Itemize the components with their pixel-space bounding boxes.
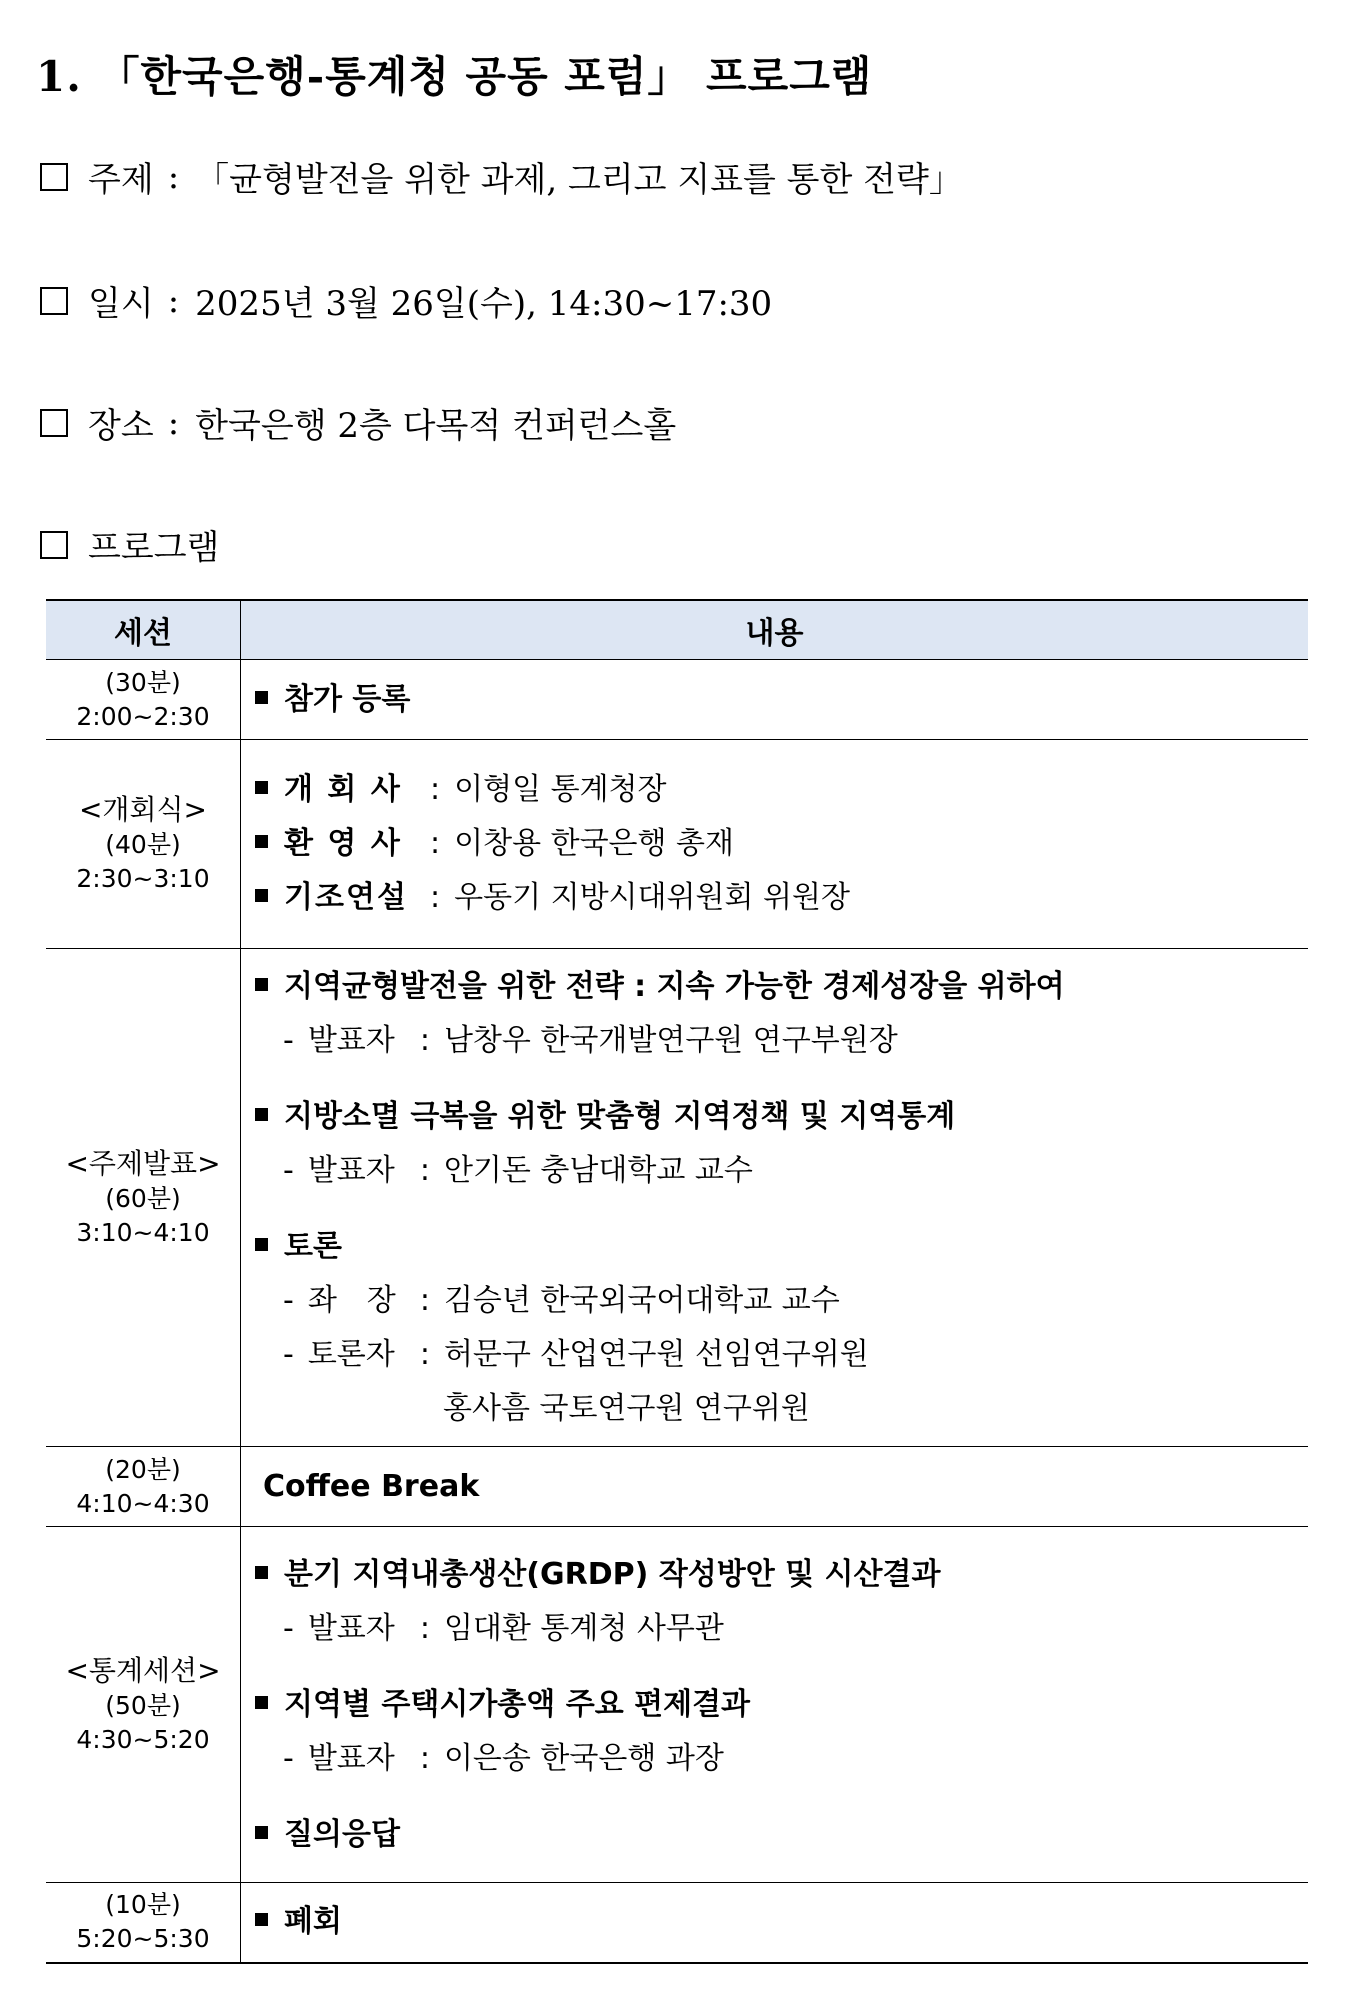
session-cell [46,1883,241,1963]
separator: : [167,156,180,197]
info-value: 한국은행 2층 다목적 컨퍼런스홀 [195,406,677,446]
info-label: 일시 [88,284,154,324]
info-theme [40,152,963,201]
separator: : [419,1336,430,1372]
table-row [46,1447,1308,1527]
separator: : [430,826,441,861]
session-time: 3:10~4:10 [76,1217,210,1247]
header-content: 내용 [241,600,1309,660]
content-cell [241,1883,1309,1963]
session-duration: (20분) [105,1454,181,1484]
info-venue [40,398,676,447]
session-duration: (10분) [105,1890,181,1920]
role-value: 이창용 한국은행 총재 [454,826,735,861]
content-cell: 분기 지역내총생산(GRDP) 작성방안 및 시산결과 - 발표자 : 임대환 통계청 사무관 지역별 주택시가총액 주요 편제결과 - 발표자 : 이은송 한국은행 과장 질의응답 [241,1527,1309,1883]
checkbox-square-icon [40,287,68,315]
session-cell [46,660,241,740]
session-time: 5:20~5:30 [76,1924,210,1954]
session-duration: (50분) [105,1690,181,1720]
role-label: 기조연설 [284,880,408,915]
table-header-row [46,600,1308,660]
panel-value: 허문구 산업연구원 선임연구위원 [443,1336,869,1372]
info-label: 주제 [88,160,154,200]
separator: : [419,1022,430,1058]
session-label: <주제발표> [65,1146,221,1180]
square-bullet-icon [255,1566,268,1579]
presenter-label: 발표자 [307,1022,395,1058]
presenter-label: 발표자 [307,1152,395,1188]
presenter-value: 이은송 한국은행 과장 [443,1740,724,1776]
session-time: 2:00~2:30 [76,701,210,731]
presenter-value: 남창우 한국개발연구원 연구부원장 [443,1022,898,1058]
topic-title: 지역별 주택시가총액 주요 편제결과 [284,1686,751,1722]
content-cell: 지역균형발전을 위한 전략 : 지속 가능한 경제성장을 위하여 - 발표자 : 남창우 한국개발연구원 연구부원장 지방소멸 극복을 위한 맞춤형 지역정책 및 지역통계 - 발표자 : 안기돈 충남대학교 교수 토론 - 좌 장 : 김승년 한국외국어대학교 교수 - 토론자 : 허문구 산업연구원 선임연구위원 홍사흠 국토연구원 연구위원 [241,949,1309,1447]
table-row [46,660,1308,740]
role-value: 이형일 통계청장 [454,772,667,807]
info-value: 2025년 3월 26일(수), 14:30~17:30 [195,284,773,324]
session-cell [46,740,241,949]
info-program [40,520,219,569]
square-bullet-icon [255,1238,268,1251]
session-cell [46,949,241,1447]
content-cell [241,740,1309,949]
topic-title: 토론 [284,1228,342,1264]
checkbox-square-icon [40,409,68,437]
separator: : [419,1282,430,1318]
chair-value: 김승년 한국외국어대학교 교수 [443,1282,840,1318]
info-date [40,276,772,325]
role-value: 우동기 지방시대위원회 위원장 [454,880,850,915]
panel-value: 홍사흠 국토연구원 연구위원 [443,1390,810,1426]
panel-label: 토론자 [307,1336,395,1372]
square-bullet-icon [255,691,268,704]
page-title: 1. 「한국은행-통계청 공동 포럼」 프로그램 [36,52,873,101]
presenter-value: 임대환 통계청 사무관 [443,1610,724,1646]
separator: : [167,280,180,321]
session-duration: (30분) [105,667,181,697]
separator: : [430,772,441,807]
role-label: 개 회 사 [284,772,402,807]
table-row [46,1527,1308,1883]
program-table [46,599,1308,1964]
session-cell [46,1447,241,1527]
square-bullet-icon [255,781,268,794]
checkbox-square-icon [40,163,68,191]
topic-title: 지역균형발전을 위한 전략 : 지속 가능한 경제성장을 위하여 [284,968,1065,1004]
separator: : [430,880,441,915]
topic-title: 질의응답 [284,1816,400,1852]
separator: : [167,402,180,443]
table-row [46,949,1308,1447]
program-label: 프로그램 [88,528,220,568]
session-cell [46,1527,241,1883]
separator: : [419,1152,430,1188]
square-bullet-icon [255,1108,268,1121]
square-bullet-icon [255,1696,268,1709]
presenter-label: 발표자 [307,1610,395,1646]
header-session: 세션 [46,600,241,660]
topic-title: 지방소멸 극복을 위한 맞춤형 지역정책 및 지역통계 [284,1098,956,1134]
table-row [46,1883,1308,1963]
separator: : [419,1610,430,1646]
session-label: <통계세션> [65,1653,221,1687]
role-label: 환 영 사 [284,826,402,861]
chair-label: 좌 장 [307,1282,396,1318]
square-bullet-icon [255,889,268,902]
info-value: 「균형발전을 위한 과제, 그리고 지표를 통한 전략」 [195,160,963,200]
separator: : [419,1740,430,1776]
presenter-label: 발표자 [307,1740,395,1776]
square-bullet-icon [255,978,268,991]
item-title: 참가 등록 [284,681,411,717]
content-cell [241,1447,1309,1527]
square-bullet-icon [255,1913,268,1926]
presenter-value: 안기돈 충남대학교 교수 [443,1152,753,1188]
checkbox-square-icon [40,531,68,559]
session-label: <개회식> [78,793,208,826]
content-cell [241,660,1309,740]
topic-title: 분기 지역내총생산(GRDP) 작성방안 및 시산결과 [284,1556,941,1592]
square-bullet-icon [255,835,268,848]
session-time: 4:30~5:20 [76,1724,210,1754]
session-time: 4:10~4:30 [76,1488,210,1518]
coffee-break: Coffee Break [263,1468,480,1504]
session-time: 2:30~3:10 [76,864,210,893]
session-duration: (40분) [105,830,181,859]
table-row [46,740,1308,949]
square-bullet-icon [255,1826,268,1839]
info-label: 장소 [88,406,154,446]
item-title: 폐회 [284,1904,342,1940]
session-duration: (60분) [105,1183,181,1213]
